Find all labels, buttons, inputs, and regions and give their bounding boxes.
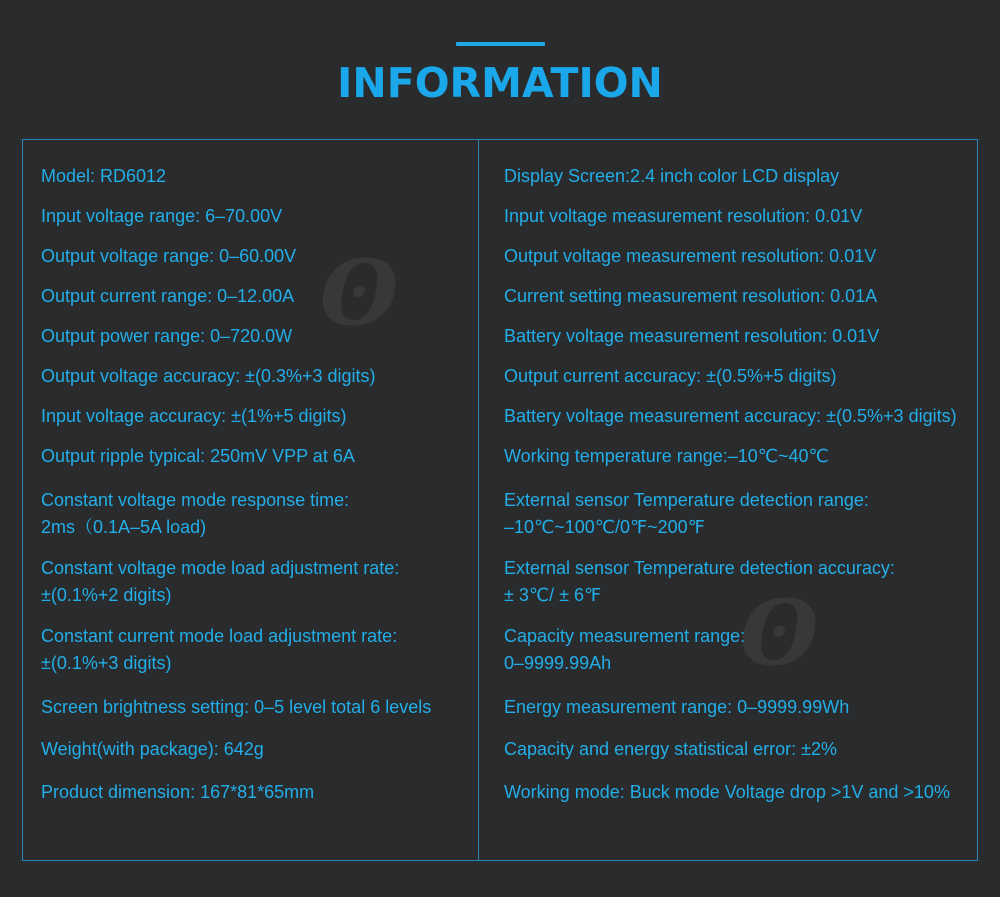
spec-line: ±(0.1%+2 digits) [41,585,172,605]
spec-item [41,163,166,190]
spec-item [41,555,399,609]
spec-item [41,243,296,270]
page-title: INFORMATION [337,59,663,107]
spec-item [41,779,314,806]
spec-line: Output ripple typical: 250mV VPP at 6A [41,446,355,466]
spec-item [504,323,879,350]
spec-item [41,283,294,310]
watermark-logo: ʘ [740,580,819,686]
spec-line: External sensor Temperature detection accuracy: [504,558,895,578]
spec-line: Output current accuracy: ±(0.5%+5 digits) [504,366,837,386]
spec-item [504,623,745,677]
spec-line: Constant voltage mode response time: [41,490,350,510]
spec-line: Input voltage accuracy: ±(1%+5 digits) [41,406,347,426]
title-accent-bar [456,42,545,46]
spec-line: Battery voltage measurement accuracy: ±(0.5%+3 digits) [504,406,957,426]
spec-line: Constant current mode load adjustment rate: [41,626,398,646]
spec-line: Input voltage range: 6–70.00V [41,206,283,226]
spec-line: ± 3℃/ ± 6℉ [504,585,602,605]
spec-item [41,487,349,541]
spec-item [504,487,869,541]
spec-line: Model: RD6012 [41,166,167,186]
spec-line: Capacity measurement range: [504,626,746,646]
spec-item [504,243,876,270]
spec-line: Weight(with package): 642g [41,739,264,759]
spec-line: Output power range: 0–720.0W [41,326,293,346]
spec-item [504,694,849,721]
spec-line: –10℃~100℃/0℉~200℉ [504,517,705,537]
spec-line: 2ms（0.1A–5A load) [41,517,207,537]
spec-line: Product dimension: 167*81*65mm [41,782,315,802]
spec-item [504,363,837,390]
spec-line: Working mode: Buck mode Voltage drop >1V and >10% [504,782,950,802]
spec-item [41,623,397,677]
spec-line: External sensor Temperature detection range: [504,490,869,510]
spec-item [41,736,264,763]
spec-item [504,203,862,230]
spec-line: Input voltage measurement resolution: 0.01V [504,206,863,226]
spec-line: ±(0.1%+3 digits) [41,653,172,673]
spec-line: Output voltage accuracy: ±(0.3%+3 digits) [41,366,376,386]
spec-item [504,736,837,763]
spec-line: 0–9999.99Ah [504,653,612,673]
spec-item [504,555,895,609]
spec-item [41,694,431,721]
spec-item [41,203,282,230]
spec-line: Capacity and energy statistical error: ±2% [504,739,838,759]
spec-item [41,363,376,390]
spec-item [504,163,839,190]
spec-line: Output voltage range: 0–60.00V [41,246,297,266]
spec-item [504,283,877,310]
spec-item [41,403,347,430]
spec-item [504,403,957,430]
spec-line: Current setting measurement resolution: 0.01A [504,286,878,306]
column-divider [478,139,479,861]
watermark-logo: ʘ [320,240,399,346]
spec-line: Constant voltage mode load adjustment rate: [41,558,400,578]
spec-line: Energy measurement range: 0–9999.99Wh [504,697,850,717]
spec-line: Battery voltage measurement resolution: 0.01V [504,326,880,346]
spec-line: Output current range: 0–12.00A [41,286,295,306]
spec-line: Output voltage measurement resolution: 0.01V [504,246,877,266]
spec-item [504,779,950,806]
spec-item [504,443,829,470]
spec-line: Working temperature range:–10℃~40℃ [504,446,829,466]
spec-item [41,323,292,350]
spec-line: Screen brightness setting: 0–5 level total 6 levels [41,697,432,717]
spec-item [41,443,355,470]
spec-line: Display Screen:2.4 inch color LCD display [504,166,840,186]
